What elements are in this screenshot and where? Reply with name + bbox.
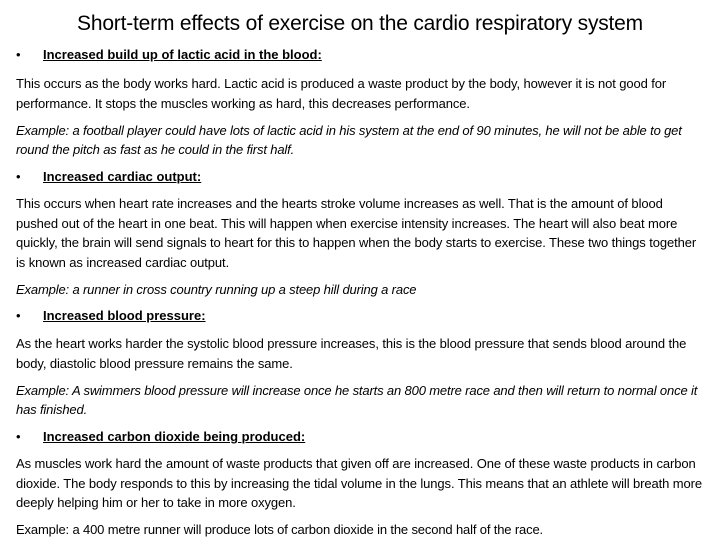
page-title: Short-term effects of exercise on the cardio respiratory system (77, 12, 643, 35)
heading-text: Increased blood pressure: (43, 308, 206, 323)
bullet-glyph: • (16, 169, 21, 184)
section-body-blood-pressure: As the heart works harder the systolic blood pressure increases, this is the blood pressure that sends blood around the body, diastolic blood pressure remains the same. (16, 336, 687, 371)
section-example-blood-pressure: Example: A swimmers blood pressure will increase once he starts an 800 metre race and then will return to normal once it has finished. (16, 383, 698, 417)
section-body-lactic-acid: This occurs as the body works hard. Lactic acid is produced a waste product by the body, however it is not good for performance. It stops the muscles working as hard, this decreases performance. (16, 76, 667, 111)
section-example-carbon-dioxide: Example: a 400 metre runner will produce lots of carbon dioxide in the second half of the race. (16, 522, 544, 537)
section-heading-blood-pressure (16, 307, 206, 324)
section-heading-lactic-acid (16, 46, 322, 63)
bullet-glyph: • (16, 47, 21, 62)
bullet-glyph: • (16, 429, 21, 444)
heading-text: Increased cardiac output: (43, 169, 202, 184)
section-example-cardiac-output: Example: a runner in cross country running up a steep hill during a race (16, 282, 417, 297)
bullet-glyph: • (16, 308, 21, 323)
heading-text: Increased build up of lactic acid in the blood: (43, 47, 322, 62)
section-example-lactic-acid: Example: a football player could have lots of lactic acid in his system at the end of 90 minutes, he will not be able to get round the pitch as fast as he could in the first half. (16, 123, 682, 157)
section-heading-cardiac-output (16, 168, 201, 185)
section-body-carbon-dioxide: As muscles work hard the amount of waste products that given off are increased. One of these waste products in carbon dioxide. The body responds to this by increasing the tidal volume in the lungs. This means that an athlete will breath more deeply helping him or her to take in more oxygen. (16, 456, 703, 510)
section-heading-carbon-dioxide (16, 428, 305, 445)
section-body-cardiac-output: This occurs when heart rate increases and the hearts stroke volume increases as well. That is the amount of blood pushed out of the heart in one beat. This will happen when exercise intensity increases. The heart will also beat more quickly, the brain will send signals to heart for this to happen when the body starts to exercise. These two things together is known as increased cardiac output. (16, 196, 697, 270)
heading-text: Increased carbon dioxide being produced: (43, 429, 306, 444)
